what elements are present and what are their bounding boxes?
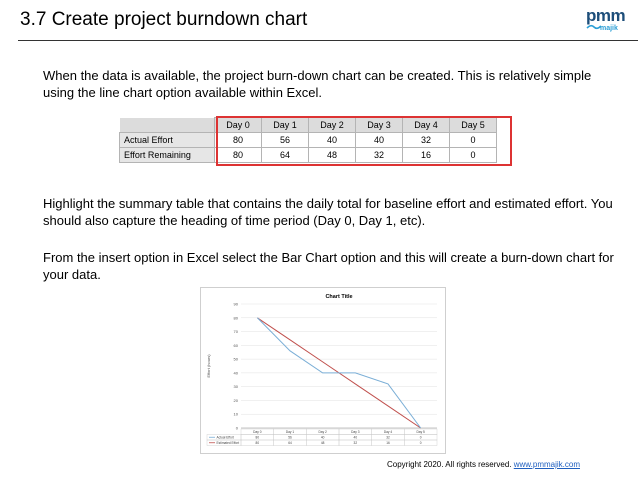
row-label: Effort Remaining <box>120 148 215 163</box>
y-axis-label: Effort (hours) <box>206 354 211 378</box>
data-label: 48 <box>320 441 325 445</box>
page-title: 3.7 Create project burndown chart <box>20 9 308 30</box>
y-tick-label: 80 <box>233 315 238 321</box>
burndown-chart <box>200 287 446 454</box>
table-cell: 48 <box>309 148 356 163</box>
y-tick-label: 90 <box>233 301 238 307</box>
data-label: 32 <box>353 441 358 445</box>
legend-label: Actual Effort <box>216 435 234 440</box>
table-cell: 32 <box>403 133 450 148</box>
table-header-cell: Day 0 <box>215 118 262 133</box>
table-header-cell: Day 1 <box>262 118 309 133</box>
logo-tagline: majik <box>600 25 618 32</box>
title-divider <box>18 40 638 41</box>
insert-paragraph: From the insert option in Excel select the Bar Chart option and this will create a burn-down chart for your data. <box>43 250 614 282</box>
table-cell: 0 <box>450 148 497 163</box>
data-label: 80 <box>255 435 260 440</box>
table-cell: 16 <box>403 148 450 163</box>
table-header-cell: Day 4 <box>403 118 450 133</box>
pmmajik-logo <box>586 6 632 34</box>
x-tick-label: Day 5 <box>416 430 425 434</box>
y-tick-label: 30 <box>233 384 238 390</box>
y-tick-label: 50 <box>233 356 238 362</box>
table-header-cell: Day 2 <box>309 118 356 133</box>
website-link[interactable]: www.pmmajik.com <box>513 460 580 469</box>
table-header-cell: Day 5 <box>450 118 497 133</box>
table-cell: 64 <box>262 148 309 163</box>
data-label: 56 <box>288 435 292 440</box>
row-label: Actual Effort <box>120 133 215 148</box>
table-cell: 80 <box>215 148 262 163</box>
data-label: 16 <box>386 441 390 445</box>
x-tick-label: Day 4 <box>383 430 393 434</box>
table-header-row <box>120 118 497 133</box>
x-tick-label: Day 1 <box>285 430 295 434</box>
legend-label: Estimated Effort <box>216 441 240 445</box>
chart-title: Chart Title <box>325 294 353 300</box>
data-label: 40 <box>320 435 325 440</box>
table-cell: 0 <box>450 133 497 148</box>
table-cell: 40 <box>356 133 403 148</box>
summary-table <box>119 117 497 163</box>
table-header-cell: Day 3 <box>356 118 403 133</box>
table-corner <box>120 118 215 133</box>
y-tick-label: 60 <box>233 342 238 348</box>
table-cell: 32 <box>356 148 403 163</box>
highlight-paragraph: Highlight the summary table that contains the daily total for baseline effort and estimated effort. You should also capture the heading of time period (Day 0, Day 1, etc). <box>43 196 613 228</box>
x-tick-label: Day 2 <box>318 430 327 434</box>
y-tick-label: 0 <box>235 425 238 431</box>
logo-text: pmm <box>586 6 626 25</box>
intro-paragraph: When the data is available, the project burn-down chart can be created. This is relatively simple using the line chart option available within Excel. <box>43 68 592 100</box>
data-label: 80 <box>255 441 260 445</box>
chart-svg <box>201 288 445 453</box>
table-row <box>120 148 497 163</box>
footer <box>387 460 580 469</box>
y-tick-label: 10 <box>233 411 238 417</box>
data-label: 64 <box>288 441 292 445</box>
table-row <box>120 133 497 148</box>
x-tick-label: Day 3 <box>351 430 360 434</box>
copyright-text: Copyright 2020. All rights reserved. <box>387 460 512 469</box>
table-cell: 40 <box>309 133 356 148</box>
table-cell: 56 <box>262 133 309 148</box>
x-tick-label: Day 0 <box>253 430 262 434</box>
data-label: 0 <box>419 441 422 445</box>
data-label: 40 <box>353 435 358 440</box>
table-cell: 80 <box>215 133 262 148</box>
y-tick-label: 40 <box>233 370 238 376</box>
y-tick-label: 20 <box>233 397 238 403</box>
data-label: 0 <box>419 435 422 440</box>
data-label: 32 <box>386 435 390 440</box>
y-tick-label: 70 <box>233 329 238 335</box>
